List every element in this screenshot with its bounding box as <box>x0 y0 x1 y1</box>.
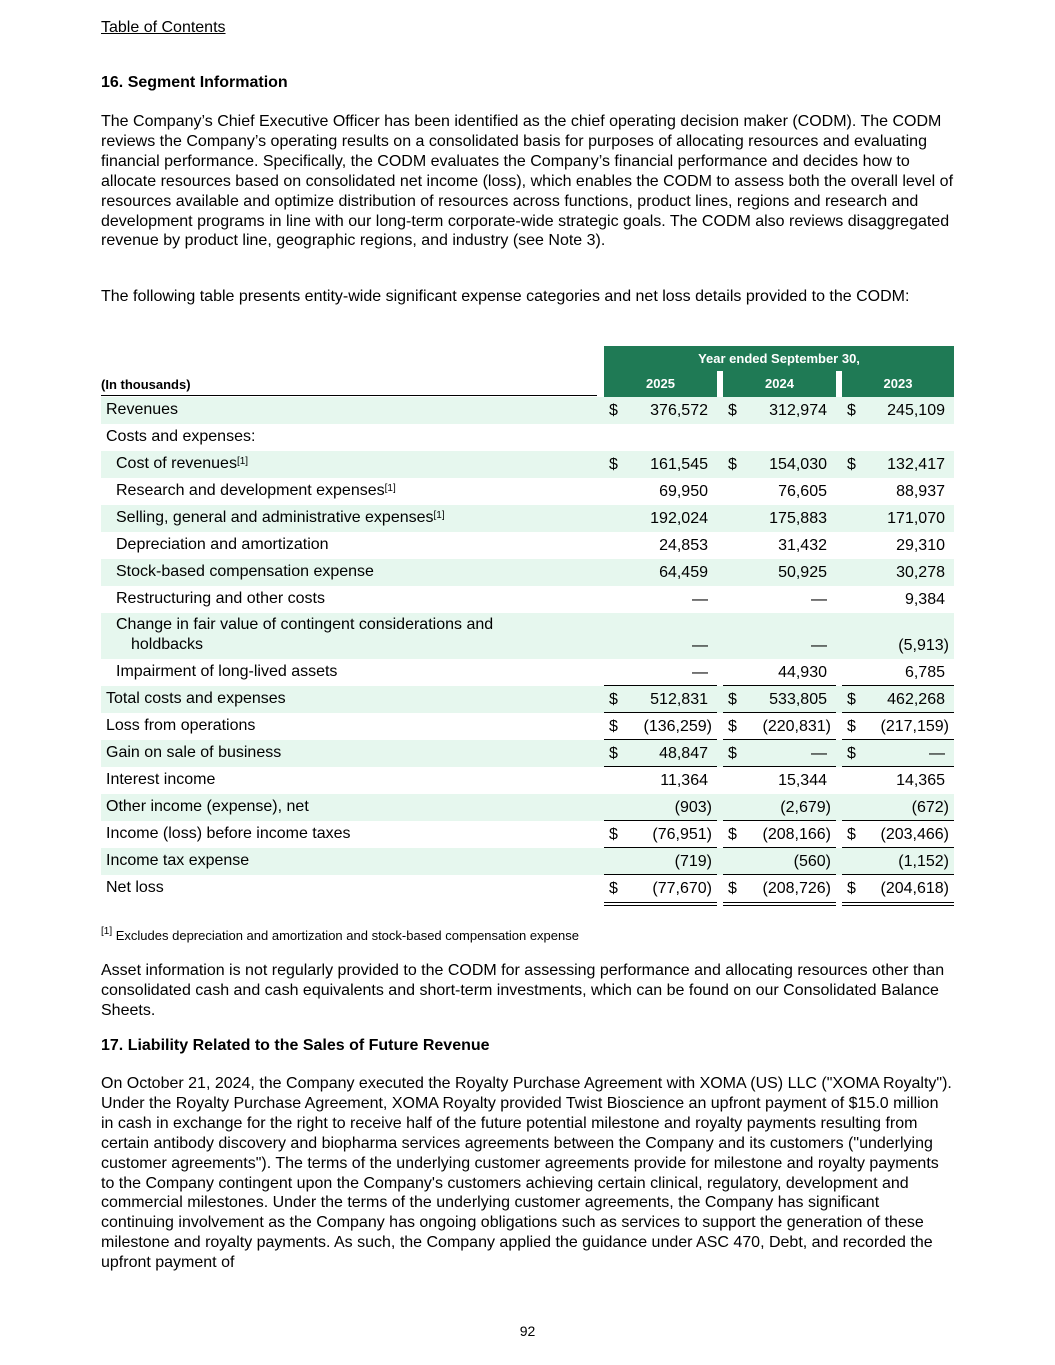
value-cell-2024: 50,925 <box>778 564 827 581</box>
value-cell-2024: (2,679) <box>780 799 831 816</box>
value-cell-2024: (560) <box>793 853 831 870</box>
value-cell-2025: (719) <box>674 853 712 870</box>
section-17-heading: 17. Liability Related to the Sales of Future Revenue <box>101 1037 490 1054</box>
table-row <box>101 532 954 559</box>
row-label: Revenues <box>106 401 179 419</box>
currency-symbol: $ <box>847 826 856 843</box>
value-cell-2023: 88,937 <box>896 483 945 500</box>
value-cell-2025: 192,024 <box>650 510 708 527</box>
value-cell-2023: 9,384 <box>904 591 945 608</box>
subtotal-rule <box>604 874 717 875</box>
value-cell-2025: — <box>692 591 708 608</box>
currency-symbol: $ <box>728 456 737 473</box>
double-rule <box>723 905 836 906</box>
table-of-contents-link[interactable]: Table of Contents <box>101 19 226 36</box>
subtotal-rule <box>842 685 954 686</box>
value-cell-2024: 175,883 <box>769 510 827 527</box>
page-number: 92 <box>519 1323 536 1339</box>
value-cell-2024: (220,831) <box>762 718 831 735</box>
table-row <box>101 586 954 613</box>
subtotal-rule <box>604 766 717 767</box>
value-cell-2023: 14,365 <box>896 772 945 789</box>
value-cell-2025: — <box>692 664 708 681</box>
year-header-2024: 2024 <box>723 371 836 397</box>
subtotal-rule <box>842 874 954 875</box>
currency-symbol: $ <box>609 718 618 735</box>
value-cell-2025: 11,364 <box>660 772 708 789</box>
subtotal-rule <box>723 874 836 875</box>
subtotal-rule <box>723 739 836 740</box>
row-label: Impairment of long-lived assets <box>116 663 338 681</box>
currency-symbol: $ <box>609 691 618 708</box>
currency-symbol: $ <box>728 826 737 843</box>
value-cell-2023: (203,466) <box>880 826 949 843</box>
value-cell-2025: 512,831 <box>650 691 708 708</box>
table-row <box>101 424 954 451</box>
value-cell-2024: — <box>811 637 827 654</box>
value-cell-2023: (672) <box>911 799 949 816</box>
value-cell-2025: 64,459 <box>659 564 708 581</box>
section-17-paragraph-1: On October 21, 2024, the Company executed the Royalty Purchase Agreement with XOMA (US) LLC ("XOMA Royalty"). Under the Royalty Purchase Agreement, XOMA Royalty provided Twist Bioscience an upfront payment of $15.0 million in cash in exchange for the right to receive half of the future potential milestone and royalty payments resulting from certain antibody discovery and biopharma services agreements between the Company and its customers ("underlying customer agreements"). The terms of the underlying customer agreements provide for milestone and royalty payments to the Company contingent upon the Company's customers achieving certain clinical, regulatory, development and commercial milestones. Under the terms of the underlying customer agreements, the Company has significant continuing involvement as the Company has ongoing obligations such as services to support the generation of these milestone and royalty payments. As such, the Company applied the guidance under ASC 470, Debt, and recorded the upfront payment of <box>101 1075 952 1272</box>
double-rule <box>604 902 717 903</box>
currency-symbol: $ <box>609 745 618 762</box>
subtotal-rule <box>604 712 717 713</box>
footnote-ref: [1] <box>433 510 445 522</box>
row-label: Stock-based compensation expense <box>116 563 374 581</box>
row-label: Income (loss) before income taxes <box>106 825 351 843</box>
currency-symbol: $ <box>847 718 856 735</box>
table-row <box>101 505 954 532</box>
subtotal-rule <box>842 739 954 740</box>
subtotal-rule <box>604 685 717 686</box>
row-label: Net loss <box>106 879 164 897</box>
table-row <box>101 875 954 902</box>
section-16-paragraph-1: The Company’s Chief Executive Officer has been identified as the chief operating decision maker (CODM). The CODM reviews the Company’s operating results on a consolidated basis for purposes of allocating resources and evaluating financial performance. Specifically, the CODM evaluates the Company’s financial performance and decides how to allocate resources based on consolidated net income (loss), which enables the CODM to assess both the overall level of resources available and optimize distribution of resources across functions, product lines, regions and research and development programs in line with our long-term corporate-wide strategic goals. The CODM also reviews disaggregated revenue by product line, geographic regions, and industry (see Note 3). <box>101 113 954 250</box>
value-cell-2023: 6,785 <box>904 664 945 681</box>
table-row <box>101 686 954 713</box>
currency-symbol: $ <box>847 880 856 897</box>
value-cell-2025: 69,950 <box>659 483 708 500</box>
value-cell-2024: 31,432 <box>778 537 827 554</box>
value-cell-2023: — <box>929 745 945 762</box>
value-cell-2024: — <box>811 591 827 608</box>
row-label: Research and development expenses[1] <box>116 482 396 500</box>
section-16-paragraph-2: The following table presents entity-wide significant expense categories and net loss details provided to the CODM: <box>101 288 910 305</box>
table-row <box>101 451 954 478</box>
value-cell-2023: 132,417 <box>887 456 945 473</box>
table-row <box>101 794 954 821</box>
period-header: Year ended September 30, <box>604 346 954 371</box>
table-row <box>101 659 954 686</box>
currency-symbol: $ <box>609 402 618 419</box>
row-label: Income tax expense <box>106 852 250 870</box>
currency-symbol: $ <box>728 745 737 762</box>
currency-symbol: $ <box>847 691 856 708</box>
subtotal-rule <box>842 766 954 767</box>
row-label: Depreciation and amortization <box>116 536 329 554</box>
subtotal-rule <box>842 712 954 713</box>
value-cell-2023: (217,159) <box>880 718 949 735</box>
value-cell-2025: — <box>692 637 708 654</box>
footnote-text: Excludes depreciation and amortization and stock-based compensation expense <box>115 928 579 943</box>
table-row <box>101 740 954 767</box>
currency-symbol: $ <box>847 402 856 419</box>
footnote-ref: [1] <box>236 456 249 468</box>
value-cell-2025: 161,545 <box>650 456 708 473</box>
row-label: Interest income <box>106 771 216 789</box>
footnote-marker: [1] <box>101 926 113 937</box>
table-row <box>101 848 954 875</box>
double-rule <box>842 905 954 906</box>
value-cell-2024: 533,805 <box>769 691 827 708</box>
row-label: Cost of revenues[1] <box>116 455 249 473</box>
table-row <box>101 821 954 848</box>
currency-symbol: $ <box>728 718 737 735</box>
value-cell-2023: 171,070 <box>887 510 945 527</box>
value-cell-2025: 48,847 <box>659 745 708 762</box>
units-label: (In thousands) <box>101 377 191 392</box>
subtotal-rule <box>842 847 954 848</box>
currency-symbol: $ <box>728 691 737 708</box>
currency-symbol: $ <box>847 456 856 473</box>
value-cell-2024: 154,030 <box>769 456 827 473</box>
double-rule <box>604 905 717 906</box>
subtotal-rule <box>842 820 954 821</box>
value-cell-2023: 30,278 <box>896 564 945 581</box>
table-row <box>101 559 954 586</box>
value-cell-2024: — <box>811 745 827 762</box>
value-cell-2025: 24,853 <box>659 537 708 554</box>
section-16-paragraph-3: Asset information is not regularly provided to the CODM for assessing performance and allocating resources other than consolidated cash and cash equivalents and short-term investments, which can be found on our Consolidated Balance Sheets. <box>101 962 945 1019</box>
value-cell-2024: (208,166) <box>762 826 831 843</box>
currency-symbol: $ <box>609 456 618 473</box>
value-cell-2024: 312,974 <box>769 402 827 419</box>
double-rule <box>842 902 954 903</box>
value-cell-2023: 245,109 <box>887 402 945 419</box>
table-row <box>101 478 954 505</box>
table-row <box>101 767 954 794</box>
subtotal-rule <box>723 685 836 686</box>
subtotal-rule <box>723 820 836 821</box>
table-row <box>101 613 954 659</box>
section-16-heading: 16. Segment Information <box>101 74 288 91</box>
subtotal-rule <box>723 712 836 713</box>
value-cell-2024: (208,726) <box>762 880 831 897</box>
row-label: Other income (expense), net <box>106 798 309 816</box>
value-cell-2023: 29,310 <box>896 537 945 554</box>
currency-symbol: $ <box>728 880 737 897</box>
currency-symbol: $ <box>609 826 618 843</box>
row-label: Gain on sale of business <box>106 744 282 762</box>
row-label: Selling, general and administrative expenses[1] <box>116 509 445 527</box>
row-label: Restructuring and other costs <box>116 590 325 608</box>
footnote-ref: [1] <box>384 483 396 495</box>
value-cell-2024: 76,605 <box>778 483 827 500</box>
subtotal-rule <box>604 820 717 821</box>
currency-symbol: $ <box>609 880 618 897</box>
value-cell-2023: (1,152) <box>898 853 949 870</box>
table-footnote <box>101 928 579 943</box>
row-label: Change in fair value of contingent considerations and holdbacks <box>116 616 494 654</box>
table-row <box>101 397 954 424</box>
double-rule <box>723 902 836 903</box>
value-cell-2023: (5,913) <box>898 637 949 654</box>
subtotal-rule <box>723 847 836 848</box>
value-cell-2023: (204,618) <box>880 880 949 897</box>
value-cell-2025: 376,572 <box>650 402 708 419</box>
value-cell-2025: (136,259) <box>643 718 712 735</box>
table-row <box>101 713 954 740</box>
year-header-2023: 2023 <box>842 371 954 397</box>
header-rule <box>101 395 597 396</box>
value-cell-2025: (76,951) <box>652 826 712 843</box>
row-label: Loss from operations <box>106 717 256 735</box>
table-header-row <box>101 371 954 397</box>
value-cell-2025: (77,670) <box>652 880 712 897</box>
year-header-2025: 2025 <box>604 371 717 397</box>
value-cell-2024: 15,344 <box>778 772 827 789</box>
row-label: Costs and expenses: <box>106 428 256 446</box>
value-cell-2023: 462,268 <box>887 691 945 708</box>
subtotal-rule <box>604 739 717 740</box>
subtotal-rule <box>723 766 836 767</box>
currency-symbol: $ <box>728 402 737 419</box>
value-cell-2025: (903) <box>674 799 712 816</box>
row-label: Total costs and expenses <box>106 690 286 708</box>
subtotal-rule <box>604 847 717 848</box>
currency-symbol: $ <box>847 745 856 762</box>
value-cell-2024: 44,930 <box>778 664 827 681</box>
